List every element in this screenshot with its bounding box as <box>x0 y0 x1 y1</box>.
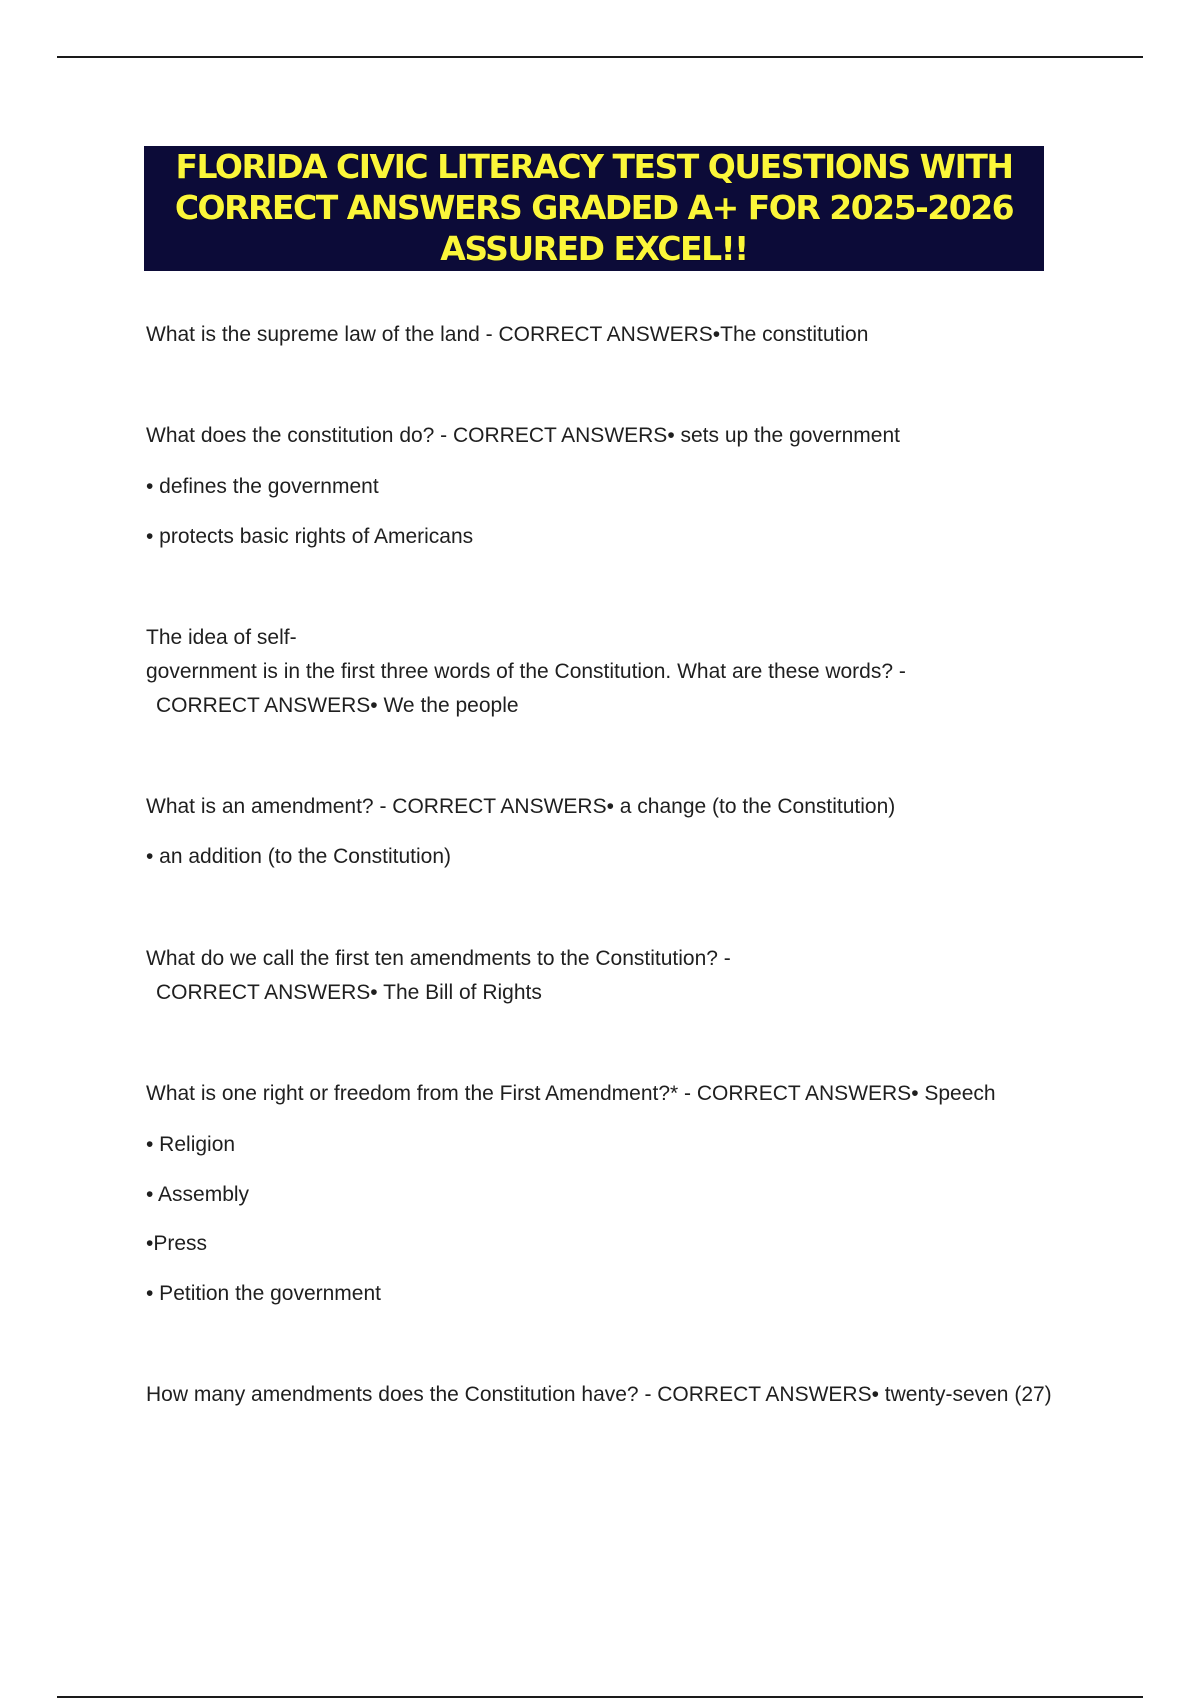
qa-2-question: What does the constitution do? - CORRECT ANSWERS• sets up the government <box>146 424 900 447</box>
title-line-1: FLORIDA CIVIC LITERACY TEST QUESTIONS WITH <box>175 147 1013 186</box>
qa-1-question: What is the supreme law of the land - CORRECT ANSWERS•The constitution <box>146 323 869 346</box>
qa-6-answer-item: • Religion <box>146 1133 236 1156</box>
footer-rule <box>57 1696 1143 1698</box>
title-banner <box>144 146 1044 271</box>
qa-3-question-line-2: government is in the first three words of the Constitution. What are these words? - <box>146 660 906 683</box>
qa-6-answer-item: •Press <box>146 1232 208 1255</box>
qa-4-answer-item: • an addition (to the Constitution) <box>146 845 452 868</box>
qa-2-answer-item: • protects basic rights of Americans <box>146 525 474 548</box>
qa-6-answer-item: • Assembly <box>146 1183 250 1206</box>
qa-5-answer: CORRECT ANSWERS• The Bill of Rights <box>156 981 542 1004</box>
qa-3-question-line-1: The idea of self- <box>146 626 297 649</box>
qa-4-question: What is an amendment? - CORRECT ANSWERS• a change (to the Constitution) <box>146 795 896 818</box>
qa-2-answer-item: • defines the government <box>146 475 379 498</box>
qa-3-answer: CORRECT ANSWERS• We the people <box>156 694 519 717</box>
title-line-3: ASSURED EXCEL!! <box>440 229 748 268</box>
qa-7-question: How many amendments does the Constitution have? - CORRECT ANSWERS• twenty-seven (27) <box>146 1383 1052 1406</box>
qa-6-question: What is one right or freedom from the First Amendment?* - CORRECT ANSWERS• Speech <box>146 1082 996 1105</box>
qa-5-question: What do we call the first ten amendments to the Constitution? - <box>146 947 731 970</box>
title-line-2: CORRECT ANSWERS GRADED A+ FOR 2025-2026 <box>174 188 1014 227</box>
header-rule <box>57 56 1143 58</box>
qa-6-answer-item: • Petition the government <box>146 1282 381 1305</box>
